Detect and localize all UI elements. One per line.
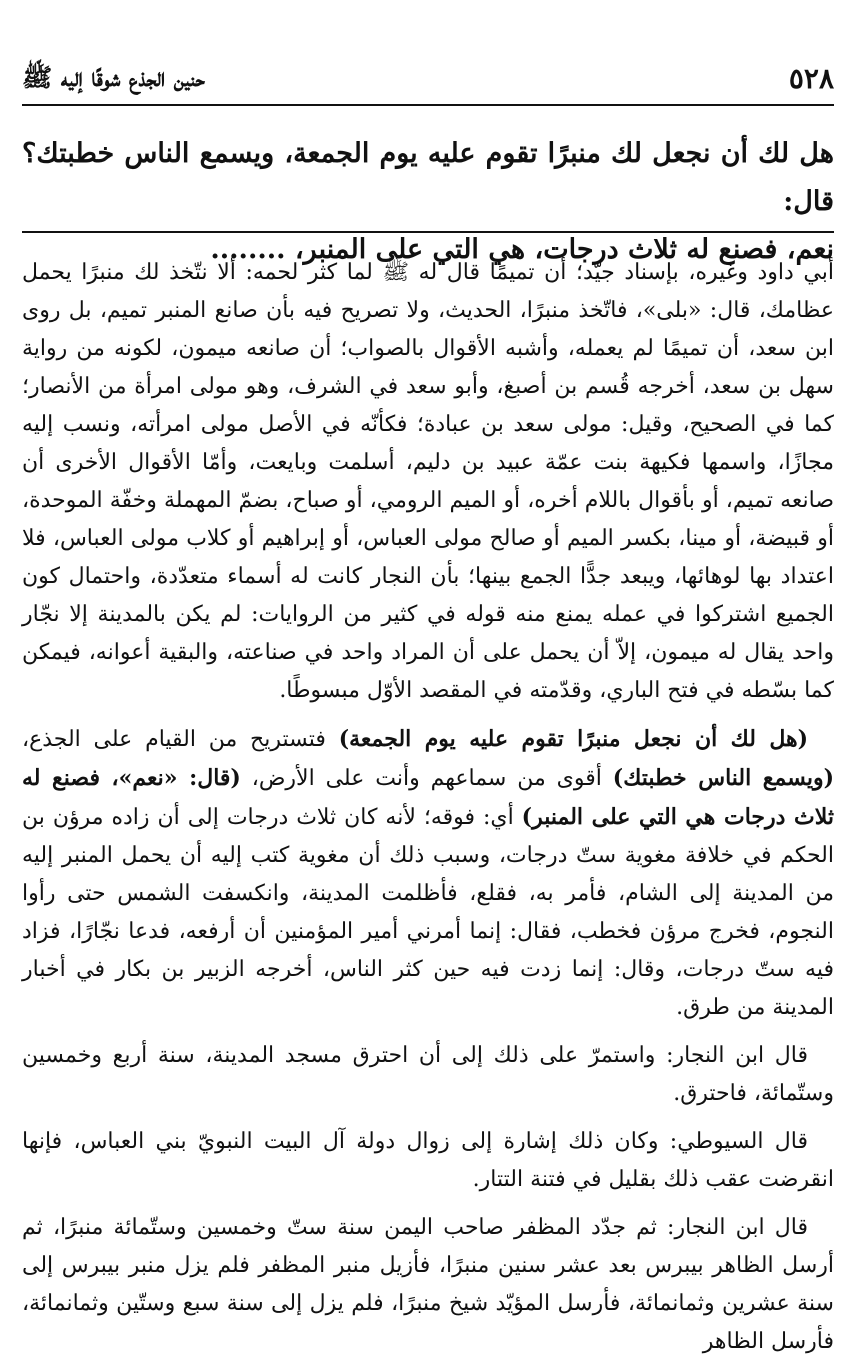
hadith-text bbox=[22, 130, 834, 274]
commentary-paragraph-1: أبي داود وغيره، بإسناد جيّد؛ أن تميمًا قال له ﷺ لما كثر لحمه: ألا نتّخذ لك منبرًا يحمل عظامك، قال: «بلى»، فاتّخذ منبرًا، الحديث، ولا تصريح فيه بأن صانع المنبر تميم، بل روى ابن سعد، أن تميمًا لم يعمله، وأشبه الأقوال بالصواب؛ أن صانعه ميمون، لكونه من رواية سهل بن سعد، أخرجه قُسم بن أصبغ، وأبو سعد في الشرف، وهو مولى امرأة من الأنصار؛ كما في الصحيح، وقيل: مولى سعد بن عبادة؛ فكأنّه في الأصل مولى امرأته، ونسب إليه مجازًا، واسمها فكيهة بنت عمّة عبيد بن دليم، أسلمت وبايعت، وأمّا الأقوال الأخرى أن صانعه تميم، أو بأقوال باللام أخره، أو الميم الرومي، أو صباح، بضمّ المهملة وخفّة الموحدة، أو قبيضة، أو مينا، بكسر الميم أو صالح مولى العباس، أو إبراهيم أو كلاب مولى العباس، فلا اعتداد بها لوهائها، ويبعد جدًّا الجمع بينها؛ بأن النجار كانت له أسماء متعدّدة، واحتمال كون الجميع اشتركوا في عمله يمنع منه قوله في كثير من الروايات: لم يكن بالمدينة إلا نجّار واحد يقال له ميمون، إلاّ أن يحمل على أن المراد واحد في صناعته، والبقية أعوانه، فيمكن كما بسّطه في فتح الباري، وقدّمته في المقصد الأوّل مبسوطًا. bbox=[22, 260, 834, 703]
commentary-span: أي: فوقه؛ لأنه كان ثلاث درجات إلى أن زاده مرؤن بن الحكم في خلافة مغوية ستّ درجات، وسبب ذلك أن مغوية كتب إليه أن يحمل المنبر إليه من المدينة إلى الشام، فأمر به، فقلع، فأظلمت المدينة، وانكسفت الشمس حتى رأوا النجوم، فخرج مرؤن فخطب، فقال: إنما أمرني أمير المؤمنين أن أرفعه، فدعا نجّارًا، فزاد فيه ستّ درجات، وقال: إنما زدت فيه حين كثر الناس، أخرجه الزبير بن بكار في أخبار المدينة من طرق. bbox=[22, 805, 834, 1020]
hadith-rule bbox=[22, 231, 834, 233]
commentary-span: أقوى من سماعهم وأنت على الأرض، bbox=[240, 766, 613, 791]
quoted-phrase: (قال: «نعم»، فصنع له ثلاث درجات هي التي على المنبر) bbox=[22, 765, 834, 830]
page-number: ٥٢٨ bbox=[788, 62, 834, 95]
commentary-paragraph-2 bbox=[22, 720, 834, 1027]
commentary-span: فتستريح من القيام على الجذع، bbox=[22, 727, 339, 752]
quoted-phrase: (ويسمع الناس خطبتك) bbox=[612, 765, 834, 791]
hadith-line-2: نعم، فصنع له ثلاث درجات، هي التي على المنبر، ........ bbox=[210, 234, 834, 265]
running-title: حنين الجذع شوقًا إليه ﷺ bbox=[22, 63, 205, 92]
commentary-paragraph-4: قال السيوطي: وكان ذلك إشارة إلى زوال دولة آل البيت النبويّ بني العباس، فإنها انقرضت عقب ذلك بقليل في فتنة التتار. bbox=[22, 1129, 834, 1192]
header-rule bbox=[22, 104, 834, 106]
hadith-line-1: هل لك أن نجعل لك منبرًا تقوم عليه يوم الجمعة، ويسمع الناس خطبتك؟ قال: bbox=[22, 138, 834, 217]
commentary-text bbox=[22, 254, 834, 1371]
page-header bbox=[22, 52, 834, 100]
quoted-phrase: (هل لك أن نجعل منبرًا تقوم عليه يوم الجمعة) bbox=[338, 726, 808, 752]
commentary-paragraph-3: قال ابن النجار: واستمرّ على ذلك إلى أن احترق مسجد المدينة، سنة أربع وخمسين وستّمائة، فاحترق. bbox=[22, 1043, 834, 1106]
commentary-paragraph-5: قال ابن النجار: ثم جدّد المظفر صاحب اليمن سنة ستّ وخمسين وستّمائة منبرًا، ثم أرسل الظاهر بيبرس بعد عشر سنين منبرًا، فأزيل منبر المظفر فلم يزل منبر بيبرس إلى سنة عشرين وثمانمائة، فأرسل المؤيّد شيخ منبرًا، فلم يزل إلى سنة سبع وستّين وثمانمائة، فأرسل الظاهر bbox=[22, 1215, 835, 1354]
